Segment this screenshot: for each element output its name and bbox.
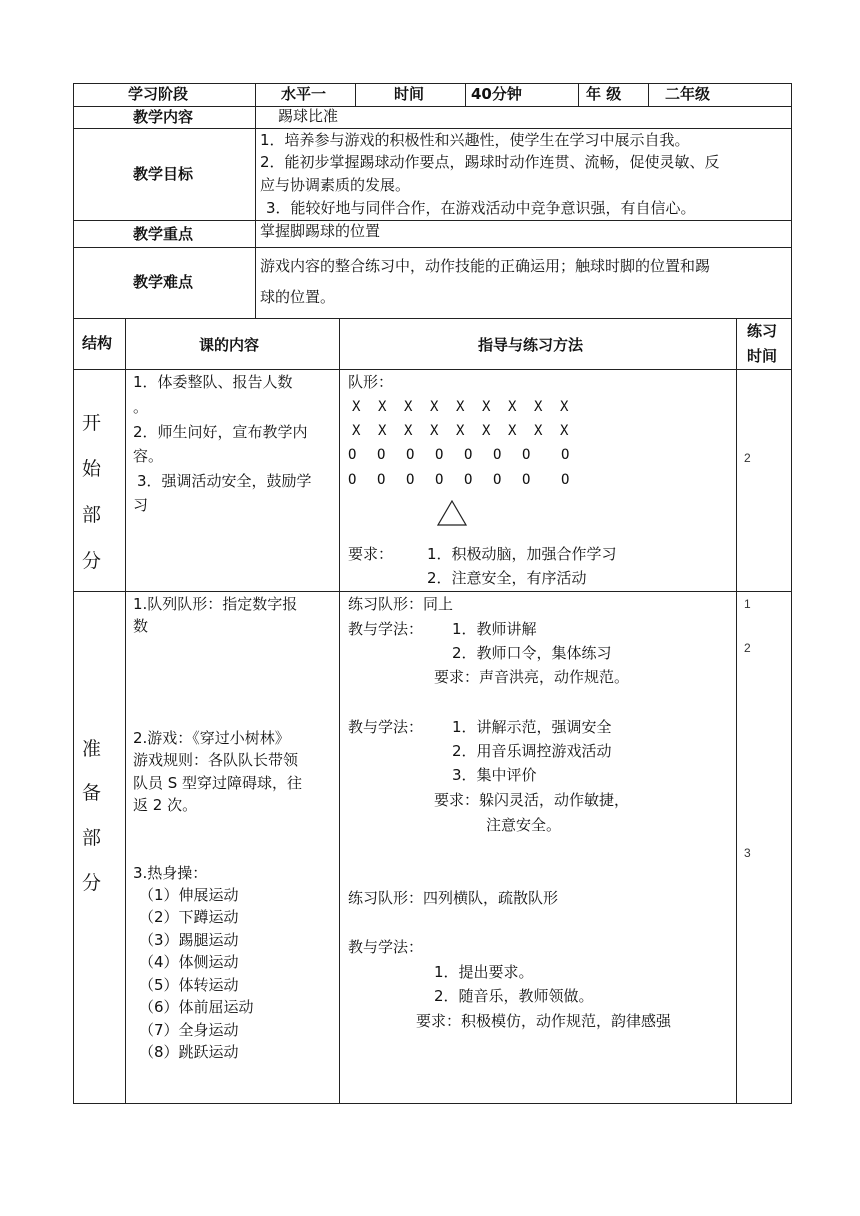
student-o-mark: O bbox=[464, 472, 473, 488]
start-content-line: 2．师生问好，宣布教学内 bbox=[133, 423, 308, 441]
student-x-mark: X bbox=[404, 399, 413, 415]
prep-item2: 队员 S 型穿过障碍球，往 bbox=[133, 774, 303, 792]
m3-step: 1．提出要求。 bbox=[434, 963, 534, 981]
student-x-mark: X bbox=[456, 399, 465, 415]
content-header: 课的内容 bbox=[199, 336, 260, 354]
m3-requirement: 要求：积极模仿，动作规范，韵律感强 bbox=[416, 1012, 672, 1030]
time-header-line2: 时间 bbox=[747, 347, 778, 365]
content-label: 教学内容 bbox=[133, 108, 194, 126]
start-req-item: 2．注意安全，有序活动 bbox=[427, 569, 587, 587]
key-point-label: 教学重点 bbox=[133, 225, 194, 243]
m2-teach-label: 教与学法： bbox=[348, 718, 424, 736]
m1-step: 2．教师口令，集体练习 bbox=[452, 644, 612, 662]
formation-label: 队形： bbox=[348, 373, 394, 391]
exercise-item: （6）体前屈运动 bbox=[139, 998, 254, 1016]
student-o-mark: O bbox=[348, 447, 357, 463]
section-char: 始 bbox=[82, 458, 102, 480]
start-content-line: 容。 bbox=[133, 447, 164, 465]
prep-time: 3 bbox=[744, 846, 751, 860]
m1-teach-label: 教与学法： bbox=[348, 620, 424, 638]
student-x-mark: X bbox=[534, 423, 543, 439]
student-x-mark: X bbox=[430, 399, 439, 415]
student-x-mark: X bbox=[378, 423, 387, 439]
section-char: 部 bbox=[82, 827, 102, 849]
student-x-mark: X bbox=[508, 423, 517, 439]
difficulty-label: 教学难点 bbox=[133, 273, 194, 291]
section-char: 分 bbox=[82, 550, 102, 572]
student-x-mark: X bbox=[456, 423, 465, 439]
goal-line: 2．能初步掌握踢球动作要点，踢球时动作连贯、流畅，促使灵敏、反 bbox=[260, 153, 720, 171]
student-x-mark: X bbox=[482, 423, 491, 439]
student-o-mark: O bbox=[522, 447, 531, 463]
student-o-mark: O bbox=[493, 472, 502, 488]
section-char: 部 bbox=[82, 504, 102, 526]
student-x-mark: X bbox=[560, 423, 569, 439]
exercise-item: （3）踢腿运动 bbox=[139, 931, 239, 949]
stage-value: 水平一 bbox=[281, 85, 327, 103]
exercise-item: （2）下蹲运动 bbox=[139, 908, 239, 926]
time-header-line1: 练习 bbox=[747, 322, 778, 340]
grade-label: 年 级 bbox=[586, 85, 622, 103]
student-x-mark: X bbox=[378, 399, 387, 415]
m1-step: 1．教师讲解 bbox=[452, 620, 537, 638]
start-time: 2 bbox=[744, 451, 751, 465]
m2-step: 2．用音乐调控游戏活动 bbox=[452, 742, 612, 760]
student-o-mark: O bbox=[435, 472, 444, 488]
student-o-mark: O bbox=[493, 447, 502, 463]
goal-line: 应与协调素质的发展。 bbox=[260, 176, 411, 194]
m3-teach-label: 教与学法： bbox=[348, 938, 424, 956]
stage-label: 学习阶段 bbox=[128, 85, 189, 103]
student-x-mark: X bbox=[352, 423, 361, 439]
student-x-mark: X bbox=[404, 423, 413, 439]
section-char: 开 bbox=[82, 412, 102, 434]
prep-item1: 1.队列队形：指定数字报 bbox=[133, 595, 298, 613]
start-content-line: 。 bbox=[133, 398, 149, 416]
difficulty-line: 游戏内容的整合练习中，动作技能的正确运用；触球时脚的位置和踢 bbox=[260, 257, 711, 275]
prep-item2: 返 2 次。 bbox=[133, 796, 198, 814]
m2-requirement: 要求：躲闪灵活，动作敏捷， bbox=[434, 791, 630, 809]
student-o-mark: O bbox=[464, 447, 473, 463]
time-value: 40分钟 bbox=[471, 85, 522, 103]
m3-formation: 练习队形：四列横队，疏散队形 bbox=[348, 889, 559, 907]
m2-step: 1．讲解示范，强调安全 bbox=[452, 718, 612, 736]
student-o-mark: O bbox=[377, 472, 386, 488]
difficulty-line: 球的位置。 bbox=[260, 288, 336, 306]
key-point-value: 掌握脚踢球的位置 bbox=[260, 222, 381, 240]
formation-diagram bbox=[348, 400, 588, 496]
goal-line: 3．能较好地与同伴合作，在游戏活动中竞争意识强，有自信心。 bbox=[266, 199, 696, 217]
exercise-item: （1）伸展运动 bbox=[139, 886, 239, 904]
student-o-mark: O bbox=[561, 447, 570, 463]
student-o-mark: O bbox=[377, 447, 386, 463]
m3-step: 2．随音乐，教师领做。 bbox=[434, 987, 594, 1005]
prep-item2: 2.游戏：《穿过小树林》 bbox=[133, 729, 290, 747]
m2-step: 3．集中评价 bbox=[452, 766, 537, 784]
method-header: 指导与练习方法 bbox=[478, 336, 584, 354]
student-o-mark: O bbox=[561, 472, 570, 488]
content-value: 踢球比准 bbox=[278, 107, 339, 125]
goals-label: 教学目标 bbox=[133, 165, 194, 183]
student-x-mark: X bbox=[534, 399, 543, 415]
student-x-mark: X bbox=[560, 399, 569, 415]
m1-formation: 练习队形：同上 bbox=[348, 595, 454, 613]
start-content-line: 1．体委整队、报告人数 bbox=[133, 373, 293, 391]
structure-header: 结构 bbox=[82, 334, 113, 352]
grade-value: 二年级 bbox=[665, 85, 711, 103]
prep-item2: 游戏规则：各队队长带领 bbox=[133, 751, 299, 769]
start-content-line: 3．强调活动安全，鼓励学 bbox=[137, 472, 312, 490]
prep-time: 2 bbox=[744, 641, 751, 655]
student-o-mark: O bbox=[406, 447, 415, 463]
m1-requirement: 要求：声音洪亮，动作规范。 bbox=[434, 668, 630, 686]
prep-item1: 数 bbox=[133, 617, 149, 635]
start-req-item: 1．积极动脑，加强合作学习 bbox=[427, 545, 617, 563]
section-char: 备 bbox=[82, 782, 102, 804]
prep-time: 1 bbox=[744, 597, 751, 611]
student-x-mark: X bbox=[482, 399, 491, 415]
section-char: 准 bbox=[82, 738, 102, 760]
student-x-mark: X bbox=[430, 423, 439, 439]
student-o-mark: O bbox=[522, 472, 531, 488]
start-req-label: 要求： bbox=[348, 545, 394, 563]
time-label: 时间 bbox=[394, 85, 425, 103]
student-x-mark: X bbox=[508, 399, 517, 415]
m2-requirement: 注意安全。 bbox=[486, 816, 562, 834]
start-content-line: 习 bbox=[133, 496, 149, 514]
student-o-mark: O bbox=[435, 447, 444, 463]
prep-item3-title: 3.热身操： bbox=[133, 864, 208, 882]
exercise-item: （4）体侧运动 bbox=[139, 953, 239, 971]
triangle-icon bbox=[437, 500, 467, 526]
exercise-item: （5）体转运动 bbox=[139, 976, 239, 994]
goal-line: 1．培养参与游戏的积极性和兴趣性，使学生在学习中展示自我。 bbox=[260, 131, 690, 149]
exercise-item: （7）全身运动 bbox=[139, 1021, 239, 1039]
exercise-item: （8）跳跃运动 bbox=[139, 1043, 239, 1061]
student-o-mark: O bbox=[348, 472, 357, 488]
student-o-mark: O bbox=[406, 472, 415, 488]
student-x-mark: X bbox=[352, 399, 361, 415]
section-char: 分 bbox=[82, 872, 102, 894]
